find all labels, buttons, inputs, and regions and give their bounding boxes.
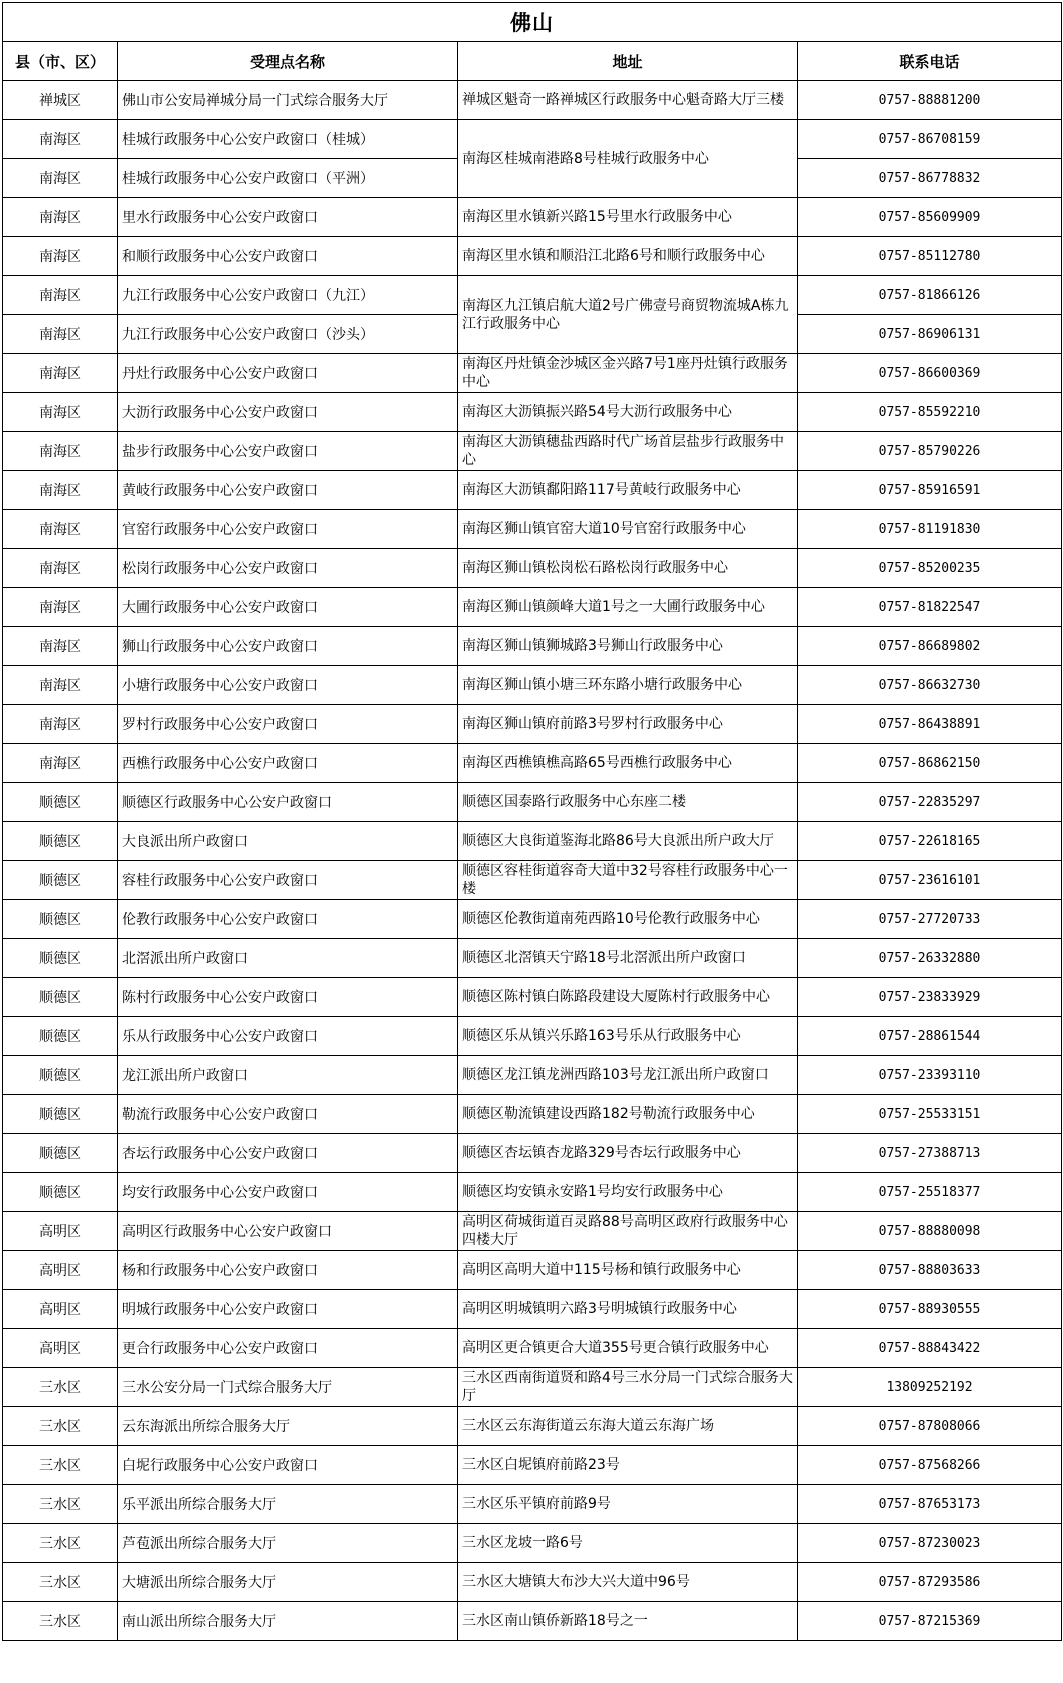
address-cell: 南海区狮山镇府前路3号罗村行政服务中心 [458,705,798,744]
table-row [3,276,1062,315]
table-row [3,1602,1062,1641]
county-cell: 南海区 [3,354,118,393]
county-cell: 南海区 [3,432,118,471]
table-row [3,1290,1062,1329]
service-point-sheet [2,2,1061,1641]
table-row [3,627,1062,666]
phone-cell: 0757-81822547 [798,588,1062,627]
address-cell: 顺德区乐从镇兴乐路163号乐从行政服务中心 [458,1017,798,1056]
county-cell: 三水区 [3,1563,118,1602]
service-point-name-cell: 伦教行政服务中心公安户政窗口 [118,900,458,939]
service-point-name-cell: 芦苞派出所综合服务大厅 [118,1524,458,1563]
county-cell: 南海区 [3,393,118,432]
address-cell: 南海区大沥镇鄱阳路117号黄岐行政服务中心 [458,471,798,510]
phone-cell: 0757-88881200 [798,81,1062,120]
address-cell: 三水区云东海街道云东海大道云东海广场 [458,1407,798,1446]
county-cell: 三水区 [3,1524,118,1563]
phone-cell: 0757-22835297 [798,783,1062,822]
service-point-name-cell: 松岗行政服务中心公安户政窗口 [118,549,458,588]
county-cell: 南海区 [3,744,118,783]
phone-cell: 0757-86438891 [798,705,1062,744]
table-row [3,861,1062,900]
address-cell: 三水区南山镇侨新路18号之一 [458,1602,798,1641]
table-body [3,81,1062,1641]
table-row [3,1056,1062,1095]
service-point-name-cell: 九江行政服务中心公安户政窗口（沙头） [118,315,458,354]
table-row [3,1095,1062,1134]
table-row [3,471,1062,510]
table-row [3,900,1062,939]
phone-cell: 0757-87808066 [798,1407,1062,1446]
county-cell: 高明区 [3,1329,118,1368]
county-cell: 顺德区 [3,1056,118,1095]
county-cell: 顺德区 [3,900,118,939]
service-point-name-cell: 北滘派出所户政窗口 [118,939,458,978]
title-row [3,3,1062,42]
service-point-name-cell: 西樵行政服务中心公安户政窗口 [118,744,458,783]
service-point-name-cell: 大良派出所户政窗口 [118,822,458,861]
phone-cell: 0757-22618165 [798,822,1062,861]
service-point-name-cell: 丹灶行政服务中心公安户政窗口 [118,354,458,393]
service-point-name-cell: 更合行政服务中心公安户政窗口 [118,1329,458,1368]
table-row [3,588,1062,627]
service-point-name-cell: 桂城行政服务中心公安户政窗口（平洲） [118,159,458,198]
address-cell: 顺德区均安镇永安路1号均安行政服务中心 [458,1173,798,1212]
address-cell: 南海区狮山镇狮城路3号狮山行政服务中心 [458,627,798,666]
table-row [3,81,1062,120]
address-cell: 南海区狮山镇颜峰大道1号之一大圃行政服务中心 [458,588,798,627]
table-row [3,1446,1062,1485]
phone-cell: 0757-27720733 [798,900,1062,939]
address-cell: 顺德区龙江镇龙洲西路103号龙江派出所户政窗口 [458,1056,798,1095]
phone-cell: 0757-85609909 [798,198,1062,237]
header-service-point-name: 受理点名称 [118,42,458,81]
county-cell: 顺德区 [3,1134,118,1173]
service-point-name-cell: 三水公安分局一门式综合服务大厅 [118,1368,458,1407]
phone-cell: 0757-81191830 [798,510,1062,549]
table-row [3,1251,1062,1290]
address-cell: 顺德区容桂街道容奇大道中32号容桂行政服务中心一楼 [458,861,798,900]
county-cell: 三水区 [3,1602,118,1641]
table-row [3,783,1062,822]
county-cell: 三水区 [3,1485,118,1524]
phone-cell: 0757-88930555 [798,1290,1062,1329]
service-point-name-cell: 均安行政服务中心公安户政窗口 [118,1173,458,1212]
service-point-name-cell: 白坭行政服务中心公安户政窗口 [118,1446,458,1485]
table-row [3,510,1062,549]
header-phone: 联系电话 [798,42,1062,81]
address-cell: 高明区明城镇明六路3号明城镇行政服务中心 [458,1290,798,1329]
phone-cell: 0757-87568266 [798,1446,1062,1485]
table-row [3,1017,1062,1056]
address-cell: 南海区九江镇启航大道2号广佛壹号商贸物流城A栋九江行政服务中心 [458,276,798,354]
table-row [3,549,1062,588]
phone-cell: 0757-87215369 [798,1602,1062,1641]
county-cell: 顺德区 [3,1095,118,1134]
phone-cell: 0757-88843422 [798,1329,1062,1368]
county-cell: 三水区 [3,1368,118,1407]
table-row [3,666,1062,705]
phone-cell: 0757-87653173 [798,1485,1062,1524]
service-point-name-cell: 官窑行政服务中心公安户政窗口 [118,510,458,549]
phone-cell: 0757-87293586 [798,1563,1062,1602]
phone-cell: 0757-86862150 [798,744,1062,783]
service-point-name-cell: 杨和行政服务中心公安户政窗口 [118,1251,458,1290]
table-row [3,822,1062,861]
address-cell: 三水区乐平镇府前路9号 [458,1485,798,1524]
county-cell: 南海区 [3,588,118,627]
phone-cell: 0757-86600369 [798,354,1062,393]
county-cell: 南海区 [3,705,118,744]
table-row [3,1329,1062,1368]
table-row [3,198,1062,237]
phone-cell: 0757-23833929 [798,978,1062,1017]
county-cell: 南海区 [3,198,118,237]
service-point-name-cell: 罗村行政服务中心公安户政窗口 [118,705,458,744]
address-cell: 顺德区国泰路行政服务中心东座二楼 [458,783,798,822]
service-point-name-cell: 和顺行政服务中心公安户政窗口 [118,237,458,276]
address-cell: 三水区大塘镇大布沙大兴大道中96号 [458,1563,798,1602]
service-point-name-cell: 陈村行政服务中心公安户政窗口 [118,978,458,1017]
phone-cell: 0757-86689802 [798,627,1062,666]
address-cell: 南海区狮山镇小塘三环东路小塘行政服务中心 [458,666,798,705]
address-cell: 南海区狮山镇松岗松石路松岗行政服务中心 [458,549,798,588]
address-cell: 顺德区伦教街道南苑西路10号伦教行政服务中心 [458,900,798,939]
county-cell: 南海区 [3,276,118,315]
county-cell: 顺德区 [3,1173,118,1212]
phone-cell: 0757-85592210 [798,393,1062,432]
county-cell: 顺德区 [3,822,118,861]
address-cell: 南海区桂城南港路8号桂城行政服务中心 [458,120,798,198]
service-point-name-cell: 乐平派出所综合服务大厅 [118,1485,458,1524]
address-cell: 南海区丹灶镇金沙城区金兴路7号1座丹灶镇行政服务中心 [458,354,798,393]
table-row [3,354,1062,393]
address-cell: 三水区西南街道贤和路4号三水分局一门式综合服务大厅 [458,1368,798,1407]
county-cell: 禅城区 [3,81,118,120]
phone-cell: 0757-88880098 [798,1212,1062,1251]
service-point-name-cell: 明城行政服务中心公安户政窗口 [118,1290,458,1329]
service-point-name-cell: 乐从行政服务中心公安户政窗口 [118,1017,458,1056]
table-row [3,939,1062,978]
header-row [3,42,1062,81]
service-point-name-cell: 九江行政服务中心公安户政窗口（九江） [118,276,458,315]
county-cell: 南海区 [3,315,118,354]
table-row [3,1134,1062,1173]
county-cell: 南海区 [3,120,118,159]
service-point-table [2,2,1062,1641]
table-row [3,1407,1062,1446]
table-row [3,432,1062,471]
phone-cell: 0757-85916591 [798,471,1062,510]
table-row [3,1368,1062,1407]
address-cell: 南海区里水镇新兴路15号里水行政服务中心 [458,198,798,237]
service-point-name-cell: 勒流行政服务中心公安户政窗口 [118,1095,458,1134]
county-cell: 南海区 [3,549,118,588]
phone-cell: 0757-23393110 [798,1056,1062,1095]
header-county: 县（市、区） [3,42,118,81]
address-cell: 顺德区大良街道鉴海北路86号大良派出所户政大厅 [458,822,798,861]
phone-cell: 0757-23616101 [798,861,1062,900]
address-cell: 禅城区魁奇一路禅城区行政服务中心魁奇路大厅三楼 [458,81,798,120]
phone-cell: 0757-86708159 [798,120,1062,159]
service-point-name-cell: 顺德区行政服务中心公安户政窗口 [118,783,458,822]
service-point-name-cell: 狮山行政服务中心公安户政窗口 [118,627,458,666]
address-cell: 顺德区北滘镇天宁路18号北滘派出所户政窗口 [458,939,798,978]
phone-cell: 0757-25533151 [798,1095,1062,1134]
service-point-name-cell: 盐步行政服务中心公安户政窗口 [118,432,458,471]
phone-cell: 0757-28861544 [798,1017,1062,1056]
phone-cell: 0757-86778832 [798,159,1062,198]
county-cell: 高明区 [3,1212,118,1251]
service-point-name-cell: 里水行政服务中心公安户政窗口 [118,198,458,237]
address-cell: 高明区更合镇更合大道355号更合镇行政服务中心 [458,1329,798,1368]
service-point-name-cell: 小塘行政服务中心公安户政窗口 [118,666,458,705]
phone-cell: 0757-85200235 [798,549,1062,588]
phone-cell: 0757-88803633 [798,1251,1062,1290]
address-cell: 三水区龙坡一路6号 [458,1524,798,1563]
header-address: 地址 [458,42,798,81]
phone-cell: 0757-25518377 [798,1173,1062,1212]
phone-cell: 0757-85112780 [798,237,1062,276]
phone-cell: 0757-86632730 [798,666,1062,705]
phone-cell: 13809252192 [798,1368,1062,1407]
service-point-name-cell: 容桂行政服务中心公安户政窗口 [118,861,458,900]
service-point-name-cell: 云东海派出所综合服务大厅 [118,1407,458,1446]
table-row [3,744,1062,783]
address-cell: 南海区大沥镇穗盐西路时代广场首层盐步行政服务中心 [458,432,798,471]
service-point-name-cell: 南山派出所综合服务大厅 [118,1602,458,1641]
county-cell: 南海区 [3,471,118,510]
county-cell: 南海区 [3,666,118,705]
service-point-name-cell: 大圃行政服务中心公安户政窗口 [118,588,458,627]
address-cell: 顺德区陈村镇白陈路段建设大厦陈村行政服务中心 [458,978,798,1017]
county-cell: 顺德区 [3,783,118,822]
county-cell: 高明区 [3,1251,118,1290]
address-cell: 三水区白坭镇府前路23号 [458,1446,798,1485]
table-row [3,1212,1062,1251]
phone-cell: 0757-81866126 [798,276,1062,315]
table-row [3,1485,1062,1524]
table-row [3,393,1062,432]
table-row [3,1173,1062,1212]
phone-cell: 0757-86906131 [798,315,1062,354]
service-point-name-cell: 杏坛行政服务中心公安户政窗口 [118,1134,458,1173]
service-point-name-cell: 佛山市公安局禅城分局一门式综合服务大厅 [118,81,458,120]
service-point-name-cell: 高明区行政服务中心公安户政窗口 [118,1212,458,1251]
phone-cell: 0757-27388713 [798,1134,1062,1173]
table-row [3,237,1062,276]
service-point-name-cell: 大沥行政服务中心公安户政窗口 [118,393,458,432]
address-cell: 南海区西樵镇樵高路65号西樵行政服务中心 [458,744,798,783]
sheet-title: 佛山 [3,3,1062,42]
phone-cell: 0757-87230023 [798,1524,1062,1563]
service-point-name-cell: 黄岐行政服务中心公安户政窗口 [118,471,458,510]
service-point-name-cell: 桂城行政服务中心公安户政窗口（桂城） [118,120,458,159]
county-cell: 三水区 [3,1407,118,1446]
address-cell: 南海区狮山镇官窑大道10号官窑行政服务中心 [458,510,798,549]
table-row [3,1524,1062,1563]
county-cell: 顺德区 [3,939,118,978]
county-cell: 南海区 [3,159,118,198]
table-row [3,978,1062,1017]
county-cell: 顺德区 [3,1017,118,1056]
county-cell: 顺德区 [3,978,118,1017]
county-cell: 南海区 [3,627,118,666]
service-point-name-cell: 龙江派出所户政窗口 [118,1056,458,1095]
county-cell: 南海区 [3,237,118,276]
phone-cell: 0757-85790226 [798,432,1062,471]
address-cell: 高明区高明大道中115号杨和镇行政服务中心 [458,1251,798,1290]
table-row [3,1563,1062,1602]
county-cell: 南海区 [3,510,118,549]
county-cell: 三水区 [3,1446,118,1485]
address-cell: 顺德区杏坛镇杏龙路329号杏坛行政服务中心 [458,1134,798,1173]
address-cell: 南海区里水镇和顺沿江北路6号和顺行政服务中心 [458,237,798,276]
service-point-name-cell: 大塘派出所综合服务大厅 [118,1563,458,1602]
address-cell: 顺德区勒流镇建设西路182号勒流行政服务中心 [458,1095,798,1134]
phone-cell: 0757-26332880 [798,939,1062,978]
address-cell: 高明区荷城街道百灵路88号高明区政府行政服务中心四楼大厅 [458,1212,798,1251]
address-cell: 南海区大沥镇振兴路54号大沥行政服务中心 [458,393,798,432]
table-row [3,705,1062,744]
county-cell: 高明区 [3,1290,118,1329]
county-cell: 顺德区 [3,861,118,900]
table-row [3,120,1062,159]
